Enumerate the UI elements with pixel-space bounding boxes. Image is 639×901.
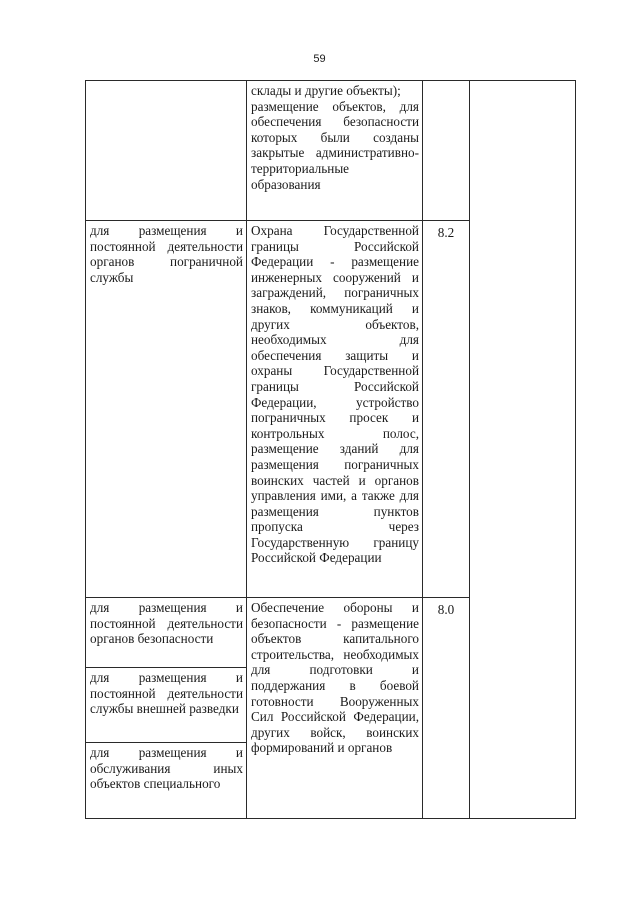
code-cell bbox=[423, 81, 470, 221]
code-cell bbox=[423, 598, 470, 819]
notes-cell bbox=[470, 81, 576, 819]
description-cell bbox=[247, 221, 423, 598]
description-text: Обеспечение обороны и безопасности - размещение объектов капитального строительства, необходимых для подготовки и поддержания в боевой готовности Вооруженных Сил Российской Федерации, других войск, воинских формирований и органов bbox=[251, 600, 419, 756]
description-text: склады и другие объекты); размещение объектов, для обеспечения безопасности которых были созданы закрытые административно-территориальные образования bbox=[251, 83, 419, 192]
type-cell bbox=[86, 81, 247, 221]
type-text bbox=[86, 81, 246, 83]
type-cell bbox=[86, 743, 247, 819]
code-cell bbox=[423, 221, 470, 598]
type-text: для размещения и постоянной деятельности органов пограничной службы bbox=[90, 223, 243, 285]
type-cell bbox=[86, 668, 247, 743]
description-cell bbox=[247, 598, 423, 819]
land-use-table bbox=[85, 80, 576, 819]
type-text: для размещения и постоянной деятельности службы внешней разведки bbox=[90, 670, 243, 717]
description-cell bbox=[247, 81, 423, 221]
code-text bbox=[423, 81, 469, 85]
code-text: 8.2 bbox=[437, 225, 455, 240]
type-cell bbox=[86, 221, 247, 598]
code-text: 8.0 bbox=[437, 602, 455, 617]
table-row bbox=[86, 81, 576, 221]
description-text: Охрана Государственной границы Российской Федерации - размещение инженерных сооружений и заграждений, пограничных знаков, коммуникаций и других объектов, необходимых для обеспечения защиты и охраны Государственной границы Российской Федерации, устройство пограничных просек и контрольных полос, размещение зданий для размещения пограничных воинских частей и органов управления ими, а также для размещения пунктов пропуска через Государственную границу Российской Федерации bbox=[251, 223, 419, 566]
page-number: 59 bbox=[313, 53, 326, 65]
type-cell bbox=[86, 598, 247, 668]
type-text: для размещения и постоянной деятельности органов безопасности bbox=[90, 600, 243, 647]
type-text: для размещения и обслуживания иных объектов специального bbox=[90, 745, 243, 792]
